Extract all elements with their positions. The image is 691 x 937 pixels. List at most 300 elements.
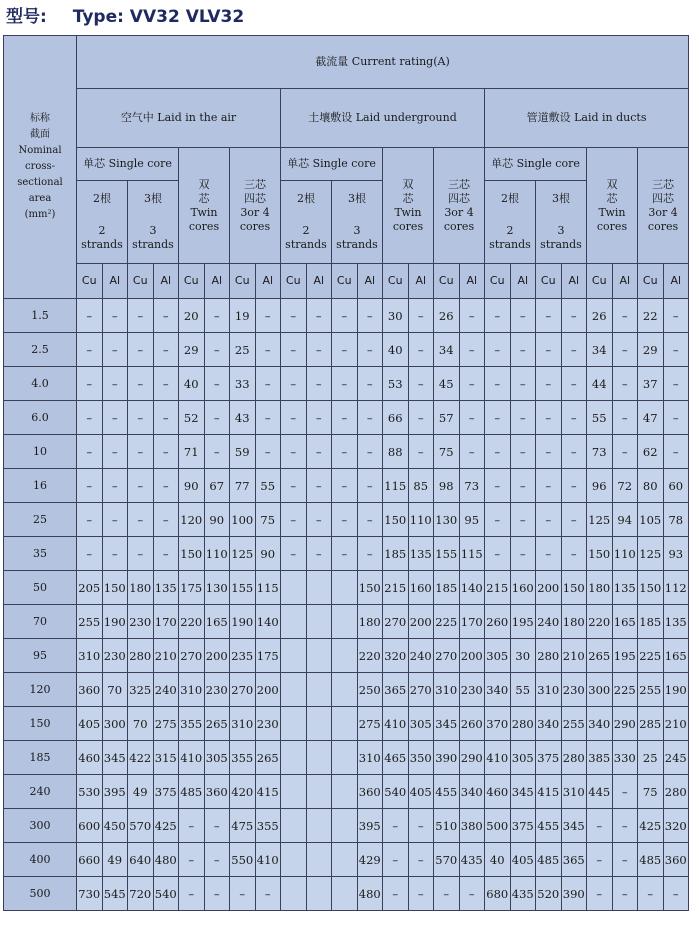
rating-cell: –	[179, 843, 205, 877]
header-line: 2根	[501, 192, 519, 205]
rating-cell: 190	[230, 605, 256, 639]
cross-section-cell: 6.0	[4, 401, 77, 435]
table-row	[4, 401, 689, 435]
rating-cell: –	[281, 435, 307, 469]
rating-cell: 75	[434, 435, 460, 469]
rating-cell: 255	[561, 707, 587, 741]
rating-cell: 49	[128, 775, 154, 809]
table-row	[4, 503, 689, 537]
rating-cell: –	[357, 401, 383, 435]
rating-cell: 75	[255, 503, 281, 537]
rating-cell: –	[153, 435, 179, 469]
header-line: cores	[239, 219, 271, 233]
rating-cell: 93	[663, 537, 689, 571]
rating-cell: –	[536, 503, 562, 537]
rating-cell: –	[179, 877, 205, 911]
rating-cell: 135	[663, 605, 689, 639]
rating-cell: 78	[663, 503, 689, 537]
rating-cell	[306, 775, 332, 809]
table-row	[4, 435, 689, 469]
rating-cell: –	[77, 401, 103, 435]
rating-cell	[281, 639, 307, 673]
rating-cell: –	[459, 333, 485, 367]
rating-cell: 19	[230, 299, 256, 333]
rating-cell	[332, 877, 358, 911]
cross-section-cell: 10	[4, 435, 77, 469]
conductor-metal-header: Cu	[179, 264, 205, 299]
rating-cell: 210	[561, 639, 587, 673]
rating-cell: –	[408, 877, 434, 911]
single-core-header: 单芯 Single core	[281, 148, 383, 181]
rating-cell: –	[204, 401, 230, 435]
conductor-metal-header: Cu	[383, 264, 409, 299]
table-row	[4, 707, 689, 741]
rating-cell: 570	[434, 843, 460, 877]
rating-cell: 200	[536, 571, 562, 605]
twin-cores-header	[383, 148, 434, 264]
rating-cell: –	[77, 367, 103, 401]
rating-cell	[306, 877, 332, 911]
cross-section-cell: 300	[4, 809, 77, 843]
rating-cell: 180	[128, 571, 154, 605]
rating-cell	[281, 605, 307, 639]
rating-cell: –	[128, 367, 154, 401]
rating-cell: 360	[204, 775, 230, 809]
rating-cell: 310	[77, 639, 103, 673]
header-line: cores	[188, 219, 220, 233]
rating-cell	[332, 741, 358, 775]
rating-cell: –	[663, 435, 689, 469]
rating-cell: 485	[536, 843, 562, 877]
rating-cell: –	[383, 809, 409, 843]
rating-cell: 255	[638, 673, 664, 707]
rating-cell: –	[612, 775, 638, 809]
rating-cell: –	[77, 469, 103, 503]
rating-cell: 350	[408, 741, 434, 775]
rating-cell: 415	[255, 775, 281, 809]
rating-cell: 290	[612, 707, 638, 741]
rating-cell: 600	[77, 809, 103, 843]
rating-cell: 270	[230, 673, 256, 707]
rating-cell: 85	[408, 469, 434, 503]
header-line: 3根	[348, 192, 366, 205]
three-four-cores-header	[434, 148, 485, 264]
header-line: 四芯	[448, 191, 470, 205]
conductor-metal-header: Cu	[638, 264, 664, 299]
rating-cell: 310	[179, 673, 205, 707]
rating-cell	[281, 775, 307, 809]
rating-cell: 270	[383, 605, 409, 639]
rating-cell: –	[281, 367, 307, 401]
rating-cell: 40	[179, 367, 205, 401]
rating-cell: 125	[638, 537, 664, 571]
rating-cell: 130	[204, 571, 230, 605]
rating-cell: –	[128, 537, 154, 571]
rating-cell: 480	[153, 843, 179, 877]
rating-cell	[332, 707, 358, 741]
rating-cell: 115	[255, 571, 281, 605]
cross-section-cell: 120	[4, 673, 77, 707]
rating-cell: –	[459, 367, 485, 401]
rating-cell: –	[357, 435, 383, 469]
header-line: 四芯	[652, 191, 675, 205]
rating-cell	[281, 741, 307, 775]
conductor-metal-header: Cu	[536, 264, 562, 299]
rating-cell: –	[128, 469, 154, 503]
conductor-metal-header: Al	[408, 264, 434, 299]
rating-cell: 355	[179, 707, 205, 741]
rating-cell: 425	[153, 809, 179, 843]
rating-cell: –	[204, 843, 230, 877]
rating-cell: 33	[230, 367, 256, 401]
rating-cell: 200	[408, 605, 434, 639]
rating-cell: 195	[510, 605, 536, 639]
rating-cell: 200	[204, 639, 230, 673]
cross-section-cell: 16	[4, 469, 77, 503]
three-strands-header	[536, 181, 587, 264]
rating-cell: –	[612, 809, 638, 843]
rating-cell: 310	[561, 775, 587, 809]
conductor-metal-header: Al	[459, 264, 485, 299]
rating-cell: 240	[153, 673, 179, 707]
rating-cell: –	[459, 401, 485, 435]
rating-cell: 240	[536, 605, 562, 639]
rating-cell: 22	[638, 299, 664, 333]
rating-cell: –	[102, 435, 128, 469]
rating-cell: 305	[510, 741, 536, 775]
laying-condition-header: 管道敷设 Laid in ducts	[485, 89, 689, 148]
conductor-metal-header: Al	[153, 264, 179, 299]
rating-cell: 175	[179, 571, 205, 605]
rating-cell: –	[536, 401, 562, 435]
rating-cell: 115	[459, 537, 485, 571]
cross-section-cell: 150	[4, 707, 77, 741]
two-strands-header	[485, 181, 536, 264]
rating-cell: 305	[204, 741, 230, 775]
rating-cell: 270	[434, 639, 460, 673]
rating-cell	[332, 673, 358, 707]
rating-cell: 55	[510, 673, 536, 707]
rating-cell: 110	[612, 537, 638, 571]
rating-cell: 405	[408, 775, 434, 809]
rating-cell: 60	[663, 469, 689, 503]
rating-cell: 52	[179, 401, 205, 435]
rating-cell: 265	[587, 639, 613, 673]
rating-cell: 72	[612, 469, 638, 503]
rating-cell: 380	[459, 809, 485, 843]
rating-cell: –	[204, 877, 230, 911]
rating-cell: –	[663, 367, 689, 401]
rating-cell: 285	[638, 707, 664, 741]
rating-cell: –	[306, 435, 332, 469]
single-core-header: 单芯 Single core	[485, 148, 587, 181]
rating-cell	[306, 673, 332, 707]
rating-cell: 280	[561, 741, 587, 775]
rating-cell: 310	[230, 707, 256, 741]
rating-cell: 112	[663, 571, 689, 605]
three-strands-header	[128, 181, 179, 264]
rating-cell: 210	[153, 639, 179, 673]
rating-cell: –	[612, 333, 638, 367]
rating-cell: –	[510, 537, 536, 571]
rating-cell: 420	[230, 775, 256, 809]
rating-cell: 305	[485, 639, 511, 673]
rating-cell: –	[561, 333, 587, 367]
rating-cell: 640	[128, 843, 154, 877]
rating-cell: –	[306, 299, 332, 333]
rating-cell: 220	[179, 605, 205, 639]
rating-cell: 170	[459, 605, 485, 639]
rating-cell: 47	[638, 401, 664, 435]
rating-cell: 330	[612, 741, 638, 775]
rating-cell: 90	[204, 503, 230, 537]
rating-cell: –	[561, 503, 587, 537]
rating-cell: 480	[357, 877, 383, 911]
rating-cell: 53	[383, 367, 409, 401]
rating-cell	[332, 605, 358, 639]
rating-cell	[306, 843, 332, 877]
conductor-metal-header: Al	[102, 264, 128, 299]
rating-cell: –	[306, 537, 332, 571]
rating-cell: 429	[357, 843, 383, 877]
conductor-metal-header: Al	[510, 264, 536, 299]
rating-cell: –	[255, 299, 281, 333]
rating-cell: 125	[230, 537, 256, 571]
header-line: Twin	[190, 205, 218, 219]
rating-cell: 250	[357, 673, 383, 707]
rating-cell: 55	[255, 469, 281, 503]
rating-cell: 57	[434, 401, 460, 435]
rating-cell: –	[281, 299, 307, 333]
rating-cell: 43	[230, 401, 256, 435]
rating-cell: –	[663, 401, 689, 435]
rating-cell	[306, 639, 332, 673]
rating-cell: –	[153, 537, 179, 571]
rating-cell: 185	[434, 571, 460, 605]
rating-cell: –	[510, 503, 536, 537]
rating-cell: 530	[77, 775, 103, 809]
rating-cell	[281, 843, 307, 877]
conductor-metal-header: Cu	[77, 264, 103, 299]
rating-cell: 180	[561, 605, 587, 639]
rating-cell: –	[561, 469, 587, 503]
rating-cell: 105	[638, 503, 664, 537]
nominal-area-header: 标称 截面 Nominal cross- sectional area (mm²)	[4, 36, 77, 299]
conductor-metal-header: Al	[204, 264, 230, 299]
rating-cell: 45	[434, 367, 460, 401]
rating-cell	[306, 605, 332, 639]
rating-cell: 165	[663, 639, 689, 673]
rating-cell: 150	[638, 571, 664, 605]
rating-cell: –	[357, 469, 383, 503]
rating-cell: 280	[663, 775, 689, 809]
rating-cell: –	[153, 367, 179, 401]
rating-cell	[332, 571, 358, 605]
rating-cell: 230	[128, 605, 154, 639]
rating-cell: 155	[434, 537, 460, 571]
cross-section-cell: 95	[4, 639, 77, 673]
rating-cell: 62	[638, 435, 664, 469]
rating-cell: –	[128, 503, 154, 537]
rating-cell: 135	[612, 571, 638, 605]
rating-cell: 34	[434, 333, 460, 367]
cross-section-cell: 4.0	[4, 367, 77, 401]
page-title	[6, 2, 244, 32]
conductor-metal-header: Cu	[332, 264, 358, 299]
rating-cell: –	[332, 401, 358, 435]
rating-cell: 150	[357, 571, 383, 605]
rating-cell: 340	[587, 707, 613, 741]
rating-cell: 245	[663, 741, 689, 775]
rating-cell: –	[408, 843, 434, 877]
rating-cell: –	[281, 537, 307, 571]
rating-cell: 96	[587, 469, 613, 503]
rating-cell: 98	[434, 469, 460, 503]
header-line: 2 strands	[81, 224, 123, 251]
rating-cell: 570	[128, 809, 154, 843]
header-line: 3or 4	[648, 205, 678, 219]
rating-cell: 405	[77, 707, 103, 741]
table-row	[4, 571, 689, 605]
rating-cell: –	[332, 469, 358, 503]
rating-cell: 26	[587, 299, 613, 333]
rating-cell: 185	[383, 537, 409, 571]
rating-cell: 71	[179, 435, 205, 469]
rating-cell: –	[536, 537, 562, 571]
cross-section-cell: 240	[4, 775, 77, 809]
rating-cell: 190	[102, 605, 128, 639]
rating-cell: 225	[638, 639, 664, 673]
rating-cell: 230	[561, 673, 587, 707]
rating-cell: –	[612, 367, 638, 401]
rating-cell: –	[306, 469, 332, 503]
table-row	[4, 843, 689, 877]
table-row	[4, 775, 689, 809]
rating-cell: 150	[561, 571, 587, 605]
rating-cell: –	[510, 333, 536, 367]
rating-cell: –	[255, 435, 281, 469]
rating-cell: –	[485, 299, 511, 333]
rating-cell: 365	[561, 843, 587, 877]
rating-cell: –	[281, 503, 307, 537]
rating-cell: –	[77, 503, 103, 537]
rating-cell: –	[510, 435, 536, 469]
rating-cell: –	[434, 877, 460, 911]
header-line: cores	[392, 219, 424, 233]
rating-cell: –	[357, 333, 383, 367]
rating-cell: 20	[179, 299, 205, 333]
rating-cell: –	[332, 435, 358, 469]
rating-cell	[306, 809, 332, 843]
rating-cell: 135	[408, 537, 434, 571]
rating-cell: –	[332, 333, 358, 367]
rating-cell: 255	[77, 605, 103, 639]
rating-cell: 29	[179, 333, 205, 367]
rating-cell: –	[561, 435, 587, 469]
rating-cell: –	[510, 299, 536, 333]
rating-cell: –	[587, 877, 613, 911]
rating-cell: –	[255, 333, 281, 367]
rating-cell: 77	[230, 469, 256, 503]
rating-cell: –	[153, 299, 179, 333]
rating-cell: 455	[434, 775, 460, 809]
rating-cell: 275	[357, 707, 383, 741]
three-four-cores-header	[230, 148, 281, 264]
rating-cell: 720	[128, 877, 154, 911]
rating-cell: –	[663, 877, 689, 911]
rating-cell: –	[102, 367, 128, 401]
rating-cell: 235	[230, 639, 256, 673]
rating-cell: –	[357, 299, 383, 333]
rating-cell: 510	[434, 809, 460, 843]
rating-cell: 210	[663, 707, 689, 741]
rating-cell: 310	[357, 741, 383, 775]
table-row	[4, 809, 689, 843]
conductor-metal-header: Al	[357, 264, 383, 299]
rating-cell: 55	[587, 401, 613, 435]
rating-cell: 395	[357, 809, 383, 843]
rating-cell: –	[459, 435, 485, 469]
header-line: 芯	[198, 191, 210, 205]
cross-section-cell: 500	[4, 877, 77, 911]
rating-cell: 73	[459, 469, 485, 503]
rating-cell: 660	[77, 843, 103, 877]
rating-cell: –	[485, 435, 511, 469]
rating-cell: –	[587, 809, 613, 843]
rating-cell: 265	[204, 707, 230, 741]
rating-cell: 300	[102, 707, 128, 741]
rating-cell: 410	[179, 741, 205, 775]
type-label-en: Type: VV32 VLV32	[72, 7, 245, 27]
rating-cell: –	[408, 367, 434, 401]
rating-cell: –	[510, 367, 536, 401]
rating-cell: 90	[179, 469, 205, 503]
rating-cell: –	[204, 333, 230, 367]
rating-cell: –	[612, 299, 638, 333]
rating-cell: 95	[459, 503, 485, 537]
rating-cell: 375	[153, 775, 179, 809]
rating-cell: 475	[230, 809, 256, 843]
header-line: cores	[596, 219, 628, 233]
rating-cell: –	[536, 435, 562, 469]
rating-cell: 40	[383, 333, 409, 367]
rating-cell: 270	[179, 639, 205, 673]
rating-cell: –	[102, 401, 128, 435]
rating-cell: 215	[485, 571, 511, 605]
rating-cell: –	[408, 401, 434, 435]
rating-cell: –	[332, 367, 358, 401]
rating-cell: –	[179, 809, 205, 843]
header-line: cores	[647, 219, 679, 233]
rating-cell: –	[510, 401, 536, 435]
rating-cell: –	[332, 537, 358, 571]
rating-cell: –	[281, 401, 307, 435]
rating-cell: 220	[587, 605, 613, 639]
conductor-metal-header: Cu	[128, 264, 154, 299]
header-line: 2根	[93, 192, 111, 205]
rating-cell: 260	[459, 707, 485, 741]
rating-cell: –	[255, 367, 281, 401]
cross-section-cell: 70	[4, 605, 77, 639]
rating-cell: 460	[485, 775, 511, 809]
rating-cell: 485	[638, 843, 664, 877]
rating-cell: 450	[102, 809, 128, 843]
rating-cell: –	[408, 333, 434, 367]
rating-cell: 360	[77, 673, 103, 707]
rating-cell: 155	[230, 571, 256, 605]
rating-cell: 30	[510, 639, 536, 673]
rating-cell: 40	[485, 843, 511, 877]
